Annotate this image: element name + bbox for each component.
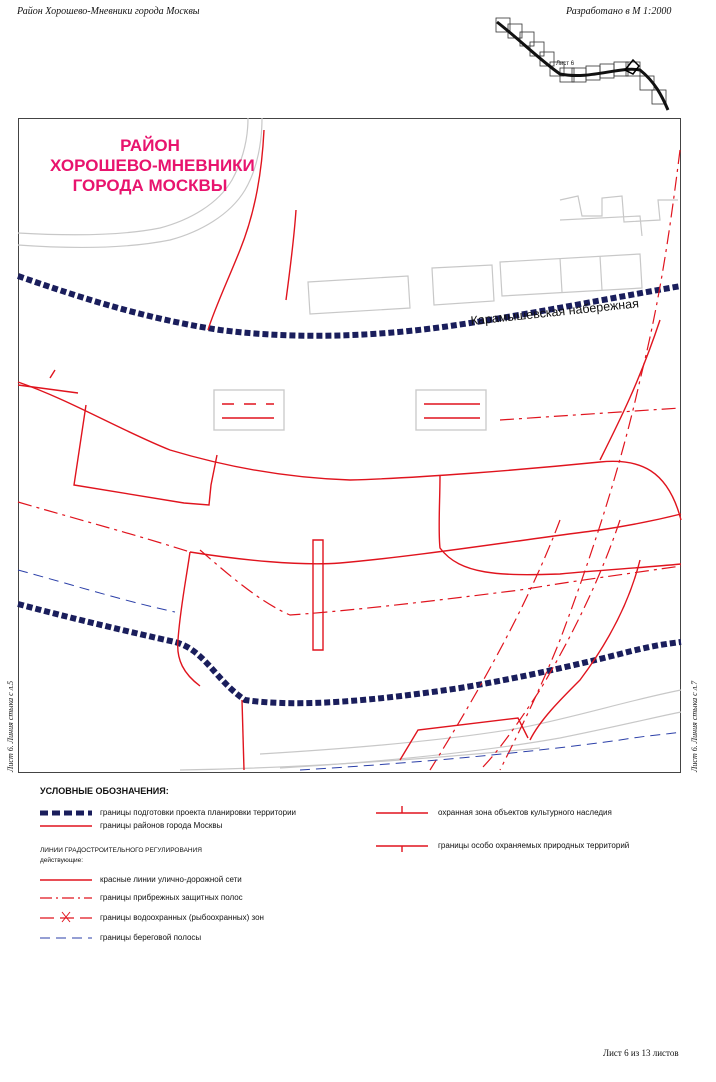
street-label: Карамышевская набережная — [470, 296, 640, 328]
legend-item: границы подготовки проекта планировки территории — [100, 808, 297, 817]
legend-item: границы водоохранных (рыбоохранных) зон — [100, 913, 264, 922]
legend-section-line: действующие: — [40, 857, 84, 864]
district-title-line: ХОРОШЕВО-МНЕВНИКИ — [50, 156, 255, 175]
map-legend-samples — [214, 390, 486, 430]
legend-item: границы прибрежных защитных полос — [100, 893, 243, 902]
district-title-line: РАЙОН — [120, 136, 180, 155]
side-label-left: Лист 6. Линия стыка с л.5 — [6, 680, 15, 772]
district-title-line: ГОРОДА МОСКВЫ — [72, 176, 228, 195]
red-lines — [18, 130, 681, 770]
index-map — [496, 18, 668, 110]
legend-section-heading — [40, 846, 202, 866]
header-left: Район Хорошево-Мневники города Москвы — [17, 6, 200, 17]
background-geometry — [18, 118, 681, 770]
project-boundary — [18, 276, 681, 703]
legend-title: УСЛОВНЫЕ ОБОЗНАЧЕНИЯ: — [40, 786, 169, 796]
legend-item: охранная зона объектов культурного наследия — [438, 808, 612, 817]
legend-item: границы особо охраняемых природных территорий — [438, 841, 630, 850]
blue-shoreline — [18, 570, 681, 770]
legend-item: границы береговой полосы — [100, 933, 202, 942]
header-right: Разработано в М 1:2000 — [566, 6, 672, 17]
index-map-sheet-label: Лист 6 — [556, 61, 575, 67]
legend-section-line: ЛИНИИ ГРАДОСТРОИТЕЛЬНОГО РЕГУЛИРОВАНИЯ — [40, 847, 202, 854]
district-title — [50, 136, 255, 196]
map-frame-lines — [19, 119, 681, 773]
side-label-right: Лист 6. Линия стыка с л.7 — [690, 680, 699, 772]
legend-item: границы районов города Москвы — [100, 821, 223, 830]
sheet-footer: Лист 6 из 13 листов — [603, 1048, 679, 1058]
legend-item: красные линии улично-дорожной сети — [100, 875, 242, 884]
